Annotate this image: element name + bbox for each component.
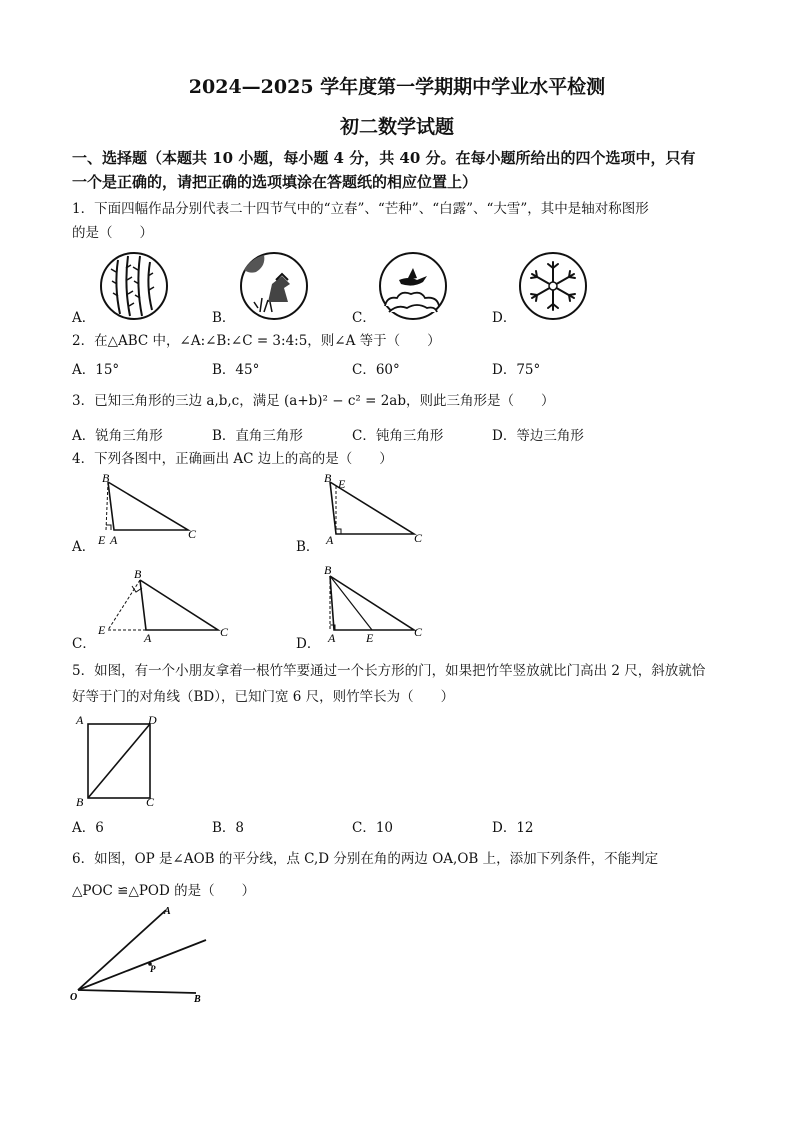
q4-figure-c bbox=[92, 566, 242, 644]
label-a: A bbox=[110, 533, 118, 546]
scarecrow-icon bbox=[238, 250, 310, 322]
exam-subtitle: 初二数学试题 bbox=[339, 116, 454, 138]
q2-option-d: D．75° bbox=[492, 362, 541, 378]
q5-option-c: C．10 bbox=[352, 820, 394, 836]
label-c: C bbox=[146, 795, 155, 809]
q1-option-c: C． bbox=[352, 310, 376, 326]
label-e: E bbox=[366, 631, 374, 644]
label-a: A bbox=[164, 906, 171, 917]
label-b: B bbox=[102, 471, 110, 485]
exam-title: 2024—2025 学年度第一学期期中学业水平检测 bbox=[188, 76, 606, 98]
q4-figure-b bbox=[318, 470, 438, 546]
q2-option-c: C．60° bbox=[352, 362, 400, 378]
q6-stem-line1: 6．如图，OP 是∠AOB 的平分线，点 C,D 分别在角的两边 OA,OB 上，添加下列条件，不能判定 bbox=[72, 851, 659, 867]
label-c: C bbox=[414, 625, 423, 639]
q5-option-a: A．6 bbox=[72, 820, 104, 836]
section-heading-line2: 一个是正确的，请把正确的选项填涂在答题纸的相应位置上） bbox=[72, 173, 478, 191]
q4-figure-d bbox=[318, 562, 438, 644]
label-c: C bbox=[220, 625, 229, 639]
q4-option-d: D． bbox=[296, 636, 321, 652]
q4-option-b: B． bbox=[296, 539, 320, 555]
q3-option-b: B．直角三角形 bbox=[212, 428, 303, 444]
label-e: E bbox=[98, 623, 106, 637]
q5-door-figure bbox=[72, 710, 168, 810]
q4-stem: 4．下列各图中，正确画出 AC 边上的高的是（ ） bbox=[72, 451, 393, 467]
label-d: D bbox=[148, 713, 157, 727]
label-b: B bbox=[134, 567, 142, 581]
snowflake-icon bbox=[517, 250, 589, 322]
label-a: A bbox=[328, 631, 336, 644]
label-a: A bbox=[76, 713, 84, 727]
q2-stem: 2．在△ABC 中，∠A:∠B:∠C = 3:4:5，则∠A 等于（ ） bbox=[72, 333, 441, 349]
label-b: B bbox=[324, 471, 332, 485]
q3-option-c: C．钝角三角形 bbox=[352, 428, 444, 444]
q6-stem-line2: △POC ≌△POD 的是（ ） bbox=[72, 883, 256, 899]
q2-option-a: A．15° bbox=[72, 362, 120, 378]
q5-stem-line1: 5．如图，有一个小朋友拿着一根竹竿要通过一个长方形的门，如果把竹竿竖放就比门高出 2 尺，斜放就恰 bbox=[72, 663, 706, 679]
label-a: A bbox=[326, 533, 334, 546]
label-e: E bbox=[338, 477, 346, 491]
q1-stem-line1: 1．下面四幅作品分别代表二十四节气中的“立春”、“芒种”、“白露”、“大雪”，其中是轴对称图形 bbox=[72, 201, 649, 217]
label-a: A bbox=[144, 631, 152, 644]
q1-option-a: A． bbox=[72, 310, 96, 326]
section-heading-line1: 一、选择题（本题共 10 小题，每小题 4 分，共 40 分。在每小题所给出的四个选项中，只有 bbox=[72, 149, 696, 167]
label-b: B bbox=[324, 563, 332, 577]
label-b: B bbox=[76, 795, 84, 809]
q1-option-b: B． bbox=[212, 310, 236, 326]
label-e: E bbox=[98, 533, 106, 546]
q4-option-c: C． bbox=[72, 636, 96, 652]
q1-option-d: D． bbox=[492, 310, 517, 326]
q4-option-a: A． bbox=[72, 539, 96, 555]
q6-angle-figure bbox=[66, 902, 216, 1006]
bird-clouds-icon bbox=[377, 250, 449, 322]
q5-option-b: B．8 bbox=[212, 820, 245, 836]
q3-option-a: A．锐角三角形 bbox=[72, 428, 163, 444]
label-c: C bbox=[414, 531, 423, 545]
q3-option-d: D．等边三角形 bbox=[492, 428, 584, 444]
q3-stem: 3．已知三角形的三边 a,b,c，满足 (a+b)² − c² = 2ab，则此三角形是（ ） bbox=[72, 393, 555, 409]
label-p: P bbox=[150, 964, 156, 974]
q1-stem-line2: 的是（ ） bbox=[72, 225, 153, 241]
willow-icon bbox=[98, 250, 170, 322]
q5-stem-line2: 好等于门的对角线（BD），已知门宽 6 尺，则竹竿长为（ ） bbox=[72, 689, 455, 705]
q5-option-d: D．12 bbox=[492, 820, 534, 836]
label-b: B bbox=[194, 994, 201, 1005]
label-c: C bbox=[188, 527, 197, 541]
q2-option-b: B．45° bbox=[212, 362, 260, 378]
q4-figure-a bbox=[92, 470, 212, 546]
label-o: O bbox=[70, 992, 78, 1003]
